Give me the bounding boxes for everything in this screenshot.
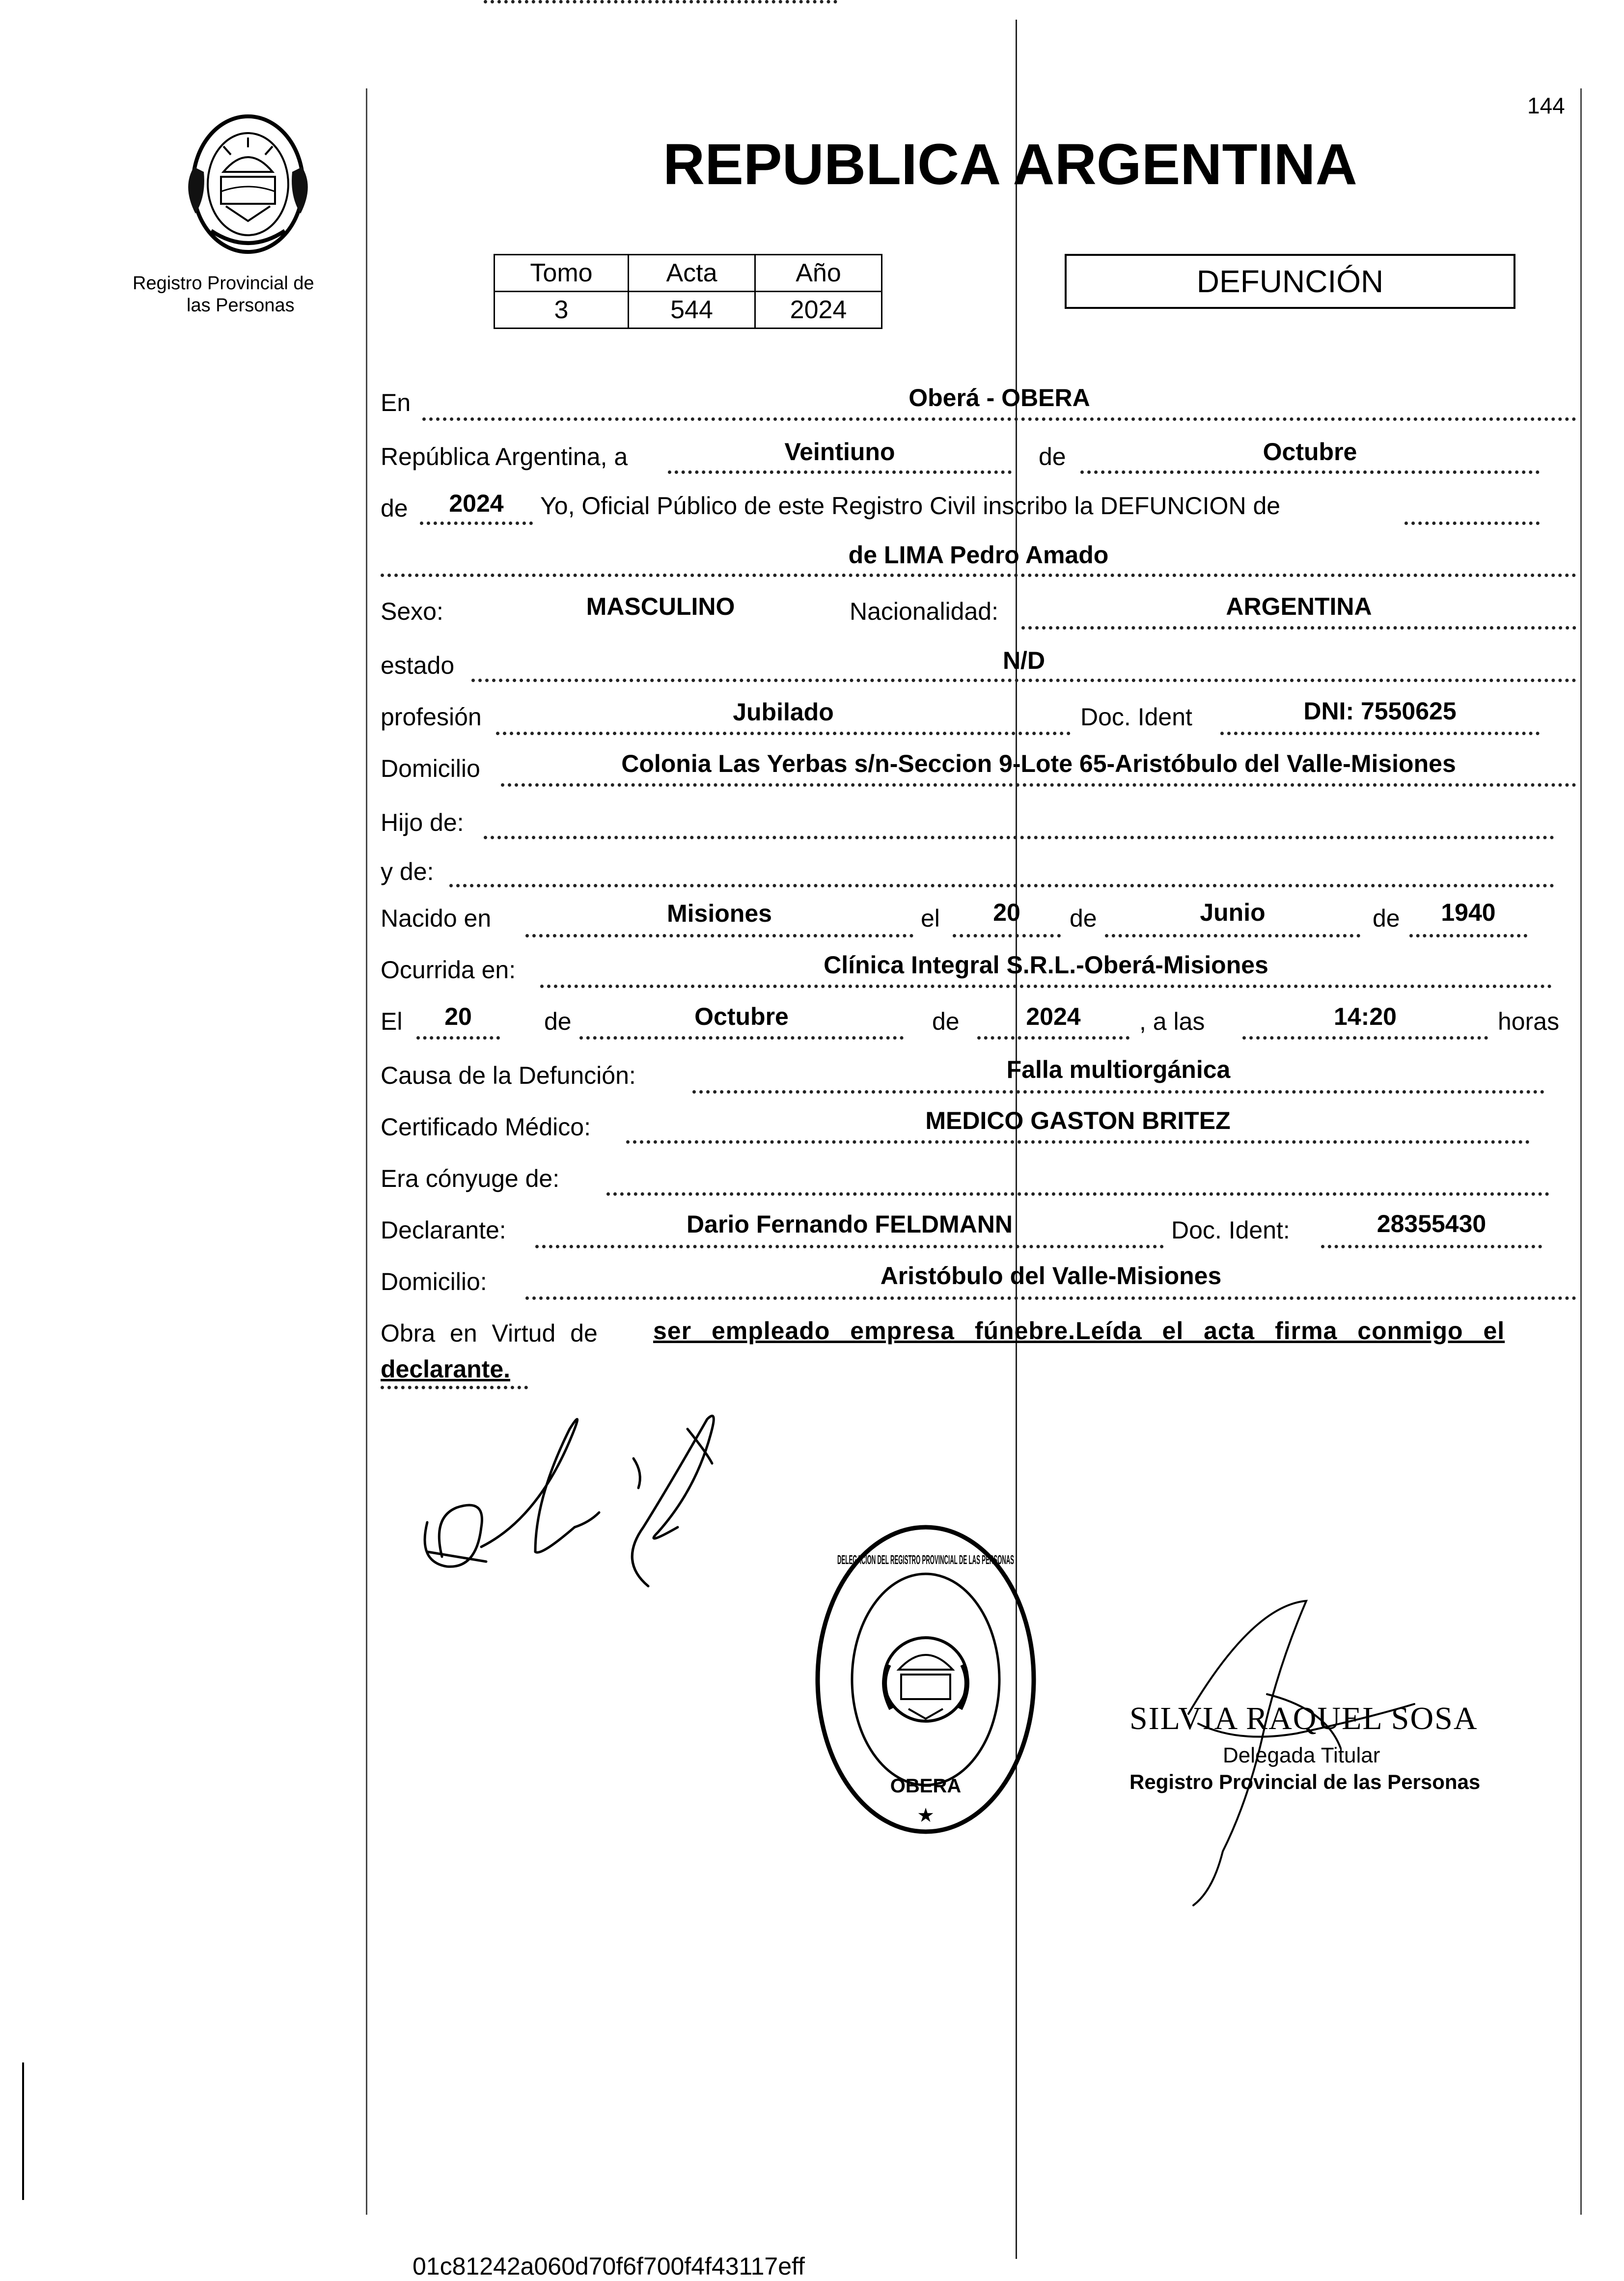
nac-de-label-1: de <box>1070 905 1097 932</box>
nac-el-label: el <box>921 905 940 932</box>
conyuge-line <box>606 1192 1549 1196</box>
decl-doc-line <box>1321 1245 1542 1248</box>
nac-dia-value: 20 <box>993 899 1020 926</box>
registry-line-2: las Personas <box>187 295 295 316</box>
sexo-value: MASCULINO <box>586 593 735 620</box>
hijo-line <box>484 836 1554 839</box>
declarante-label: Declarante: <box>381 1216 506 1244</box>
acta-value: 544 <box>629 292 755 329</box>
registry-stamp <box>810 1517 1041 1841</box>
doc-type-box <box>1065 254 1515 309</box>
decl-doc-label: Doc. Ident: <box>1171 1216 1290 1244</box>
decl-domicilio-label: Domicilio: <box>381 1268 487 1295</box>
anio-line <box>420 522 533 525</box>
official-name: SILVIA RAQUEL SOSA <box>1129 1701 1478 1736</box>
alas-label: , a las <box>1139 1008 1205 1035</box>
estado-label: estado <box>381 652 455 679</box>
decl-domicilio-value: Aristóbulo del Valle-Misiones <box>880 1262 1222 1290</box>
anio-header: Año <box>755 255 882 292</box>
nacido-value: Misiones <box>667 900 772 927</box>
certificado-line <box>626 1140 1530 1144</box>
nombre-line <box>381 574 1576 577</box>
nac-dia-line <box>953 934 1061 937</box>
yde-label: y de: <box>381 858 434 885</box>
certificado-value: MEDICO GASTON BRITEZ <box>925 1107 1231 1134</box>
ocurrida-value: Clínica Integral S.R.L.-Oberá-Misiones <box>824 951 1268 979</box>
sexo-label: Sexo: <box>381 598 443 625</box>
estado-value: N/D <box>1002 647 1046 674</box>
domicilio-line <box>501 783 1576 787</box>
nacionalidad-value: ARGENTINA <box>1226 593 1372 620</box>
mes-value: Octubre <box>1263 438 1357 466</box>
def-dia-value: 20 <box>444 1003 472 1030</box>
nacido-line <box>525 934 913 937</box>
en-value: Oberá - OBERA <box>908 384 1090 412</box>
anio-value: 2024 <box>755 292 882 329</box>
en-line <box>422 417 1576 421</box>
de-label-2: de <box>381 495 408 522</box>
def-dia-line <box>416 1036 500 1040</box>
profesion-label: profesión <box>381 703 482 731</box>
dia-line <box>668 470 1012 474</box>
anio-value-inline: 2024 <box>449 490 504 517</box>
obra-label: Obra en Virtud de <box>381 1319 598 1347</box>
def-el-label: El <box>381 1008 403 1035</box>
page-number: 144 <box>1527 93 1565 118</box>
def-anio-value: 2024 <box>1026 1003 1081 1030</box>
registry-line-1: Registro Provincial de <box>133 273 314 294</box>
nacionalidad-line <box>1021 626 1576 630</box>
obra-value-1: ser empleado empresa fúnebre.Leída el acta firma conmigo el <box>653 1317 1505 1345</box>
declarante-line <box>535 1245 1164 1248</box>
hora-line <box>1242 1036 1488 1040</box>
de-label-1: de <box>1039 443 1066 470</box>
fold-line <box>1016 20 1017 2259</box>
left-edge-mark <box>22 2062 24 2200</box>
stamp-ring-text: DELEGACION DEL REGISTRO PROVINCIAL DE LAS PERSONAS <box>837 1552 1014 1567</box>
obra-value-2: declarante. <box>381 1355 511 1383</box>
decl-doc-value: 28355430 <box>1376 1210 1486 1237</box>
horas-label: horas <box>1498 1008 1560 1035</box>
certificado-label: Certificado Médico: <box>381 1113 591 1141</box>
nac-de-label-2: de <box>1373 905 1400 932</box>
causa-label: Causa de la Defunción: <box>381 1062 636 1089</box>
decl-domicilio-line <box>525 1296 1576 1300</box>
record-meta-table <box>494 254 882 329</box>
oficial-text: Yo, Oficial Público de este Registro Civil inscribo la DEFUNCION de <box>540 492 1281 520</box>
obra-line-2 <box>381 1386 528 1389</box>
domicilio-value: Colonia Las Yerbas s/n-Seccion 9-Lote 65-Aristóbulo del Valle-Misiones <box>621 750 1456 777</box>
yde-line <box>449 884 1554 887</box>
doc-line <box>1220 732 1540 735</box>
official-title: Delegada Titular <box>1223 1743 1380 1767</box>
doc-value: DNI: 7550625 <box>1303 697 1457 725</box>
acta-header: Acta <box>629 255 755 292</box>
deceased-name: de LIMA Pedro Amado <box>848 541 1109 569</box>
nacionalidad-label: Nacionalidad: <box>850 598 998 625</box>
hora-value: 14:20 <box>1334 1003 1397 1030</box>
left-margin-rule <box>366 88 367 2215</box>
oficial-line <box>1404 522 1540 525</box>
estado-line <box>471 679 1576 682</box>
nac-mes-value: Junio <box>1200 899 1266 926</box>
official-office: Registro Provincial de las Personas <box>1129 1770 1481 1793</box>
conyuge-label: Era cónyuge de: <box>381 1165 560 1192</box>
ocurrida-label: Ocurrida en: <box>381 956 516 984</box>
sexo-line <box>484 0 837 3</box>
mes-line <box>1080 470 1540 474</box>
right-margin-rule <box>1580 88 1582 2215</box>
domicilio-label: Domicilio <box>381 755 480 782</box>
declarante-value: Dario Fernando FELDMANN <box>687 1210 1013 1238</box>
causa-line <box>692 1090 1544 1094</box>
stamp-city: OBERÁ <box>890 1775 962 1797</box>
en-label: En <box>381 389 411 416</box>
causa-value: Falla multiorgánica <box>1006 1056 1231 1083</box>
page-title: REPUBLICA ARGENTINA <box>663 132 1357 197</box>
nac-anio-value: 1940 <box>1441 899 1496 926</box>
ocurrida-line <box>540 985 1552 988</box>
nac-anio-line <box>1409 934 1527 937</box>
doc-label: Doc. Ident <box>1080 703 1192 731</box>
profesion-line <box>496 732 1071 735</box>
nacido-label: Nacido en <box>381 905 492 932</box>
def-mes-value: Octubre <box>694 1003 789 1030</box>
province-seal-logo <box>177 108 319 260</box>
republica-label: República Argentina, a <box>381 443 628 470</box>
doc-type-label: DEFUNCIÓN <box>1196 264 1384 299</box>
hijo-label: Hijo de: <box>381 809 464 836</box>
declarant-signature <box>413 1400 766 1611</box>
profesion-value: Jubilado <box>733 698 834 726</box>
def-mes-line <box>579 1036 904 1040</box>
def-de-label-1: de <box>544 1008 572 1035</box>
tomo-header: Tomo <box>495 255 629 292</box>
dia-value: Veintiuno <box>784 438 895 466</box>
def-anio-line <box>977 1036 1129 1040</box>
nac-mes-line <box>1105 934 1360 937</box>
document-hash: 01c81242a060d70f6f700f4f43117eff <box>413 2253 805 2280</box>
def-de-label-2: de <box>932 1008 960 1035</box>
tomo-value: 3 <box>495 292 629 329</box>
svg-text:★: ★ <box>917 1804 935 1827</box>
